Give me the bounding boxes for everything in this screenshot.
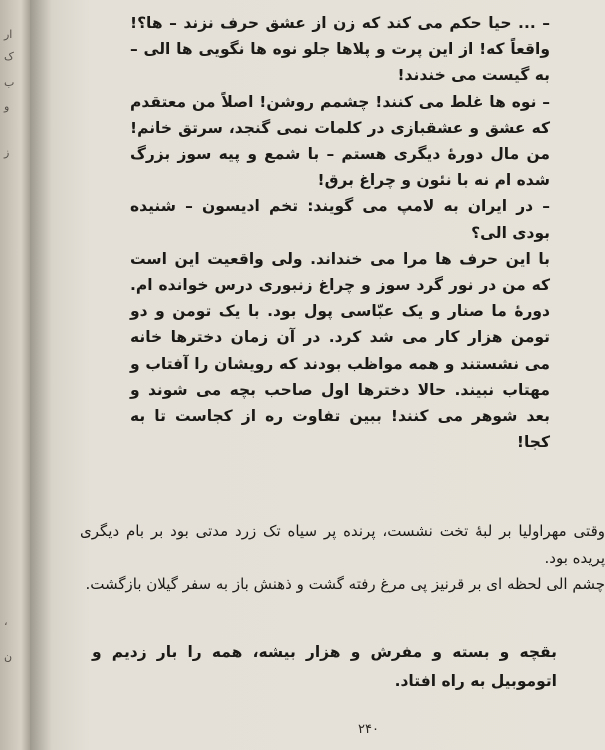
- narration-block: [80, 518, 605, 598]
- left-page-fragment: ز: [4, 146, 10, 159]
- left-page-fragment: و: [4, 100, 10, 113]
- page-number: ۲۴۰: [358, 722, 379, 737]
- narration-paragraph: وقتی مهراولیا بر لبهٔ تخت نشست، پرنده پر سیاه تک زرد مدتی بود بر بام دیگری پریده بود.: [80, 522, 605, 567]
- closing-block: [92, 638, 557, 695]
- closing-paragraph: بقچه و بسته و مفرش و هزار بیشه، همه را بار زدیم و اتوموبیل به راه افتاد.: [92, 643, 557, 690]
- left-page-fragment: ار: [4, 28, 13, 41]
- dialogue-paragraph: – ... حیا حکم می کند که زن از عشق حرف نزند – ها؟! واقعاً که! از این پرت و پلاها جلو نوه ها نگویی ها الی – به گیست می خندند!: [130, 14, 550, 85]
- left-page-fragment: ،: [4, 615, 8, 628]
- dialogue-paragraph: – نوه ها غلط می کنند! چشمم روشن! اصلاً من معتقدم که عشق و عشقبازی در کلمات نمی گنجد، سرتق خانم! من مال دورهٔ دیگری هستم – با شمع و پیه سوز بزرگ شده ام نه با نئون و چراغ برق!: [130, 92, 550, 190]
- dialogue-paragraph: – در ایران به لامپ می گویند: تخم ادیسون – شنیده بودی الی؟: [130, 197, 550, 242]
- left-page-fragment: ب: [4, 76, 15, 89]
- book-page: [30, 0, 605, 750]
- left-page-fragment: ن: [4, 650, 13, 663]
- narrative-paragraph: با این حرف ها مرا می خنداند. ولی واقعیت این است که من در نور گرد سوز و چراغ زنبوری درس خوانده ام. دورهٔ ما صنار و یک عبّاسی پول بود. با یک تومن و دو تومن هزار کار می شد کرد. در آن زمان دخترها خانه می نشستند و همه مواظب بودند که رویشان را آفتاب و مهتاب نبیند. حالا دخترها اول صاحب بچه می شوند و بعد شوهر می کنند! ببین تفاوت ره از کجاست تا به کجا!: [130, 249, 550, 452]
- left-page-fragment: ک: [4, 50, 14, 63]
- left-page-edge: [0, 0, 30, 750]
- narration-paragraph: چشم الی لحظه ای بر قرنیز پی مرغ رفته گشت و ذهنش باز به سفر گیلان بازگشت.: [85, 575, 605, 593]
- dialogue-block: [130, 10, 550, 455]
